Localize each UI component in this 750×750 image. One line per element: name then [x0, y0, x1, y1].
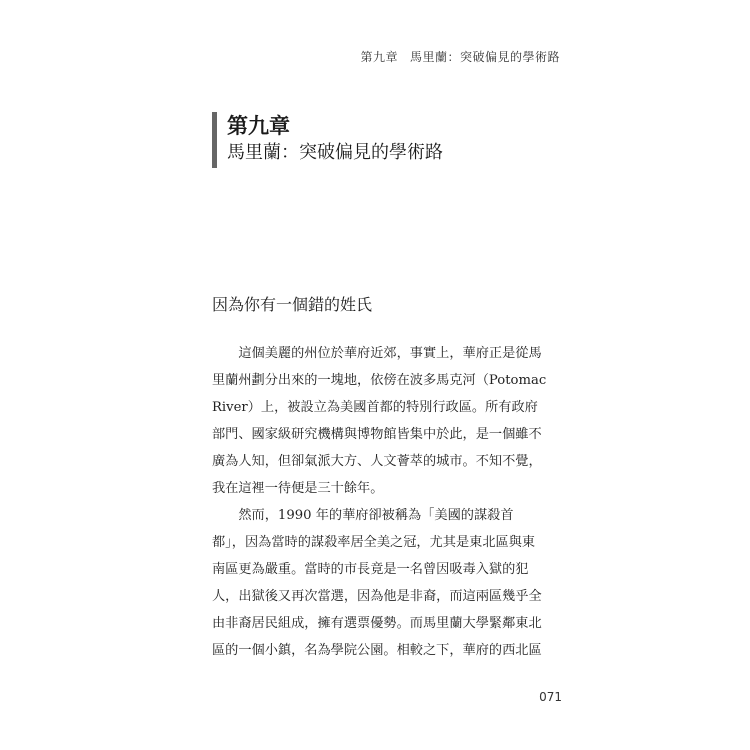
body-line: 然而，1990 年的華府卻被稱為「美國的謀殺首: [212, 508, 514, 523]
body-line: 里蘭州劃分出來的一塊地，依傍在波多馬克河（Potomac: [212, 373, 547, 388]
chapter-title: 馬里蘭：突破偏見的學術路: [227, 142, 443, 163]
body-line: 廣為人知，但卻氣派大方、人文薈萃的城市。不知不覺，: [212, 454, 542, 469]
body-line: 南區更為嚴重。當時的市長竟是一名曾因吸毒入獄的犯: [212, 562, 529, 577]
body-line: 由非裔居民組成，擁有選票優勢。而馬里蘭大學緊鄰東北: [212, 616, 542, 631]
body-text: [212, 340, 558, 664]
body-line: River）上，被設立為美國首都的特別行政區。所有政府: [212, 400, 538, 415]
section-heading: 因為你有一個錯的姓氏: [212, 295, 373, 314]
body-line: 都」，因為當時的謀殺率居全美之冠，尤其是東北區與東: [212, 535, 536, 550]
body-line: 區的一個小鎮，名為學院公園。相較之下，華府的西北區: [212, 643, 542, 658]
body-line: 人，出獄後又再次當選，因為他是非裔，而這兩區幾乎全: [212, 589, 542, 604]
running-head-title: 馬里蘭：突破偏見的學術路: [409, 50, 560, 64]
running-head-chapter: 第九章: [360, 50, 398, 64]
page-number: 071: [539, 690, 562, 704]
running-head: [360, 48, 560, 65]
body-line: 部門、國家級研究機構與博物館皆集中於此，是一個雖不: [212, 427, 542, 442]
body-line: 我在這裡一待便是三十餘年。: [212, 481, 384, 496]
chapter-number: 第九章: [227, 114, 290, 138]
body-line: 這個美麗的州位於華府近郊，事實上，華府正是從馬: [212, 346, 542, 361]
chapter-heading: [212, 112, 443, 168]
